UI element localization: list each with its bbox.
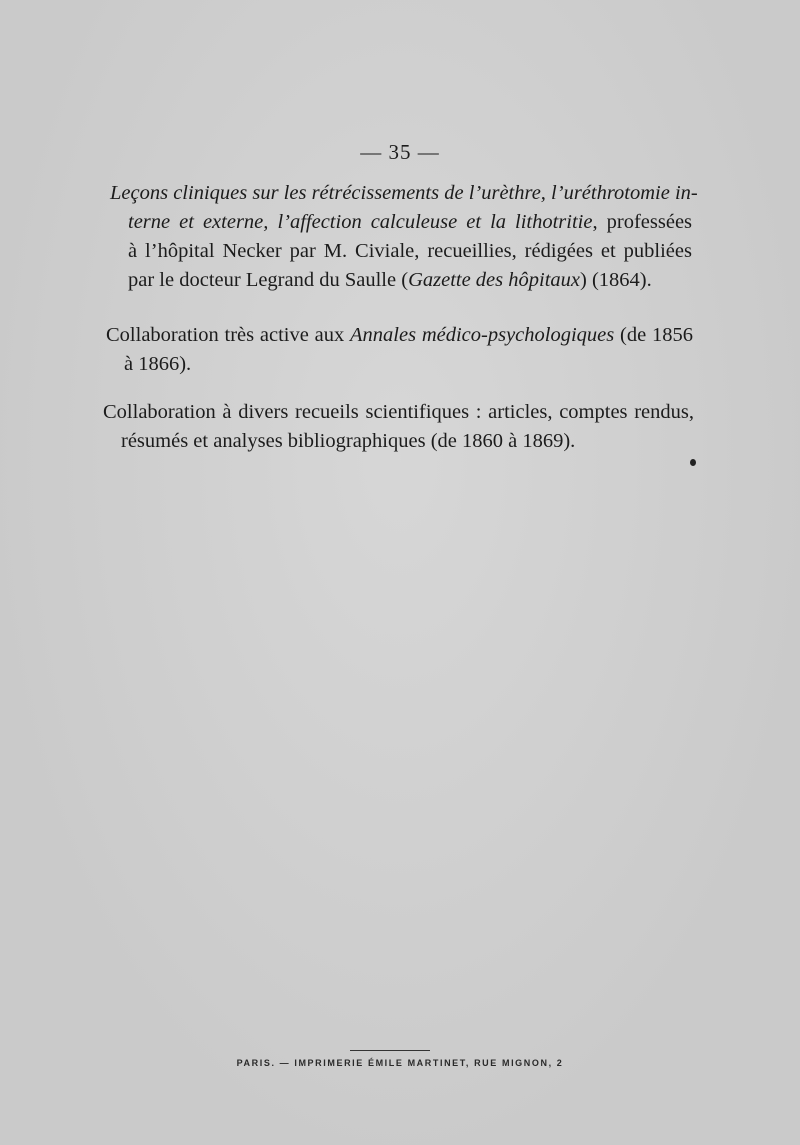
entry-title-italic: l’affection calculeuse et la lithotritie xyxy=(277,211,593,233)
entry-text: Collaboration très active aux xyxy=(106,324,350,346)
entry-line xyxy=(110,266,692,295)
bibliography-entry-annales xyxy=(106,321,693,379)
journal-title-italic: Annales médico-psychologiques xyxy=(350,324,615,346)
entry-line xyxy=(106,321,693,350)
bibliography-entry-recueils xyxy=(103,398,694,456)
entry-text: par le docteur Legrand du Saulle ( xyxy=(128,269,409,291)
entry-line xyxy=(110,179,698,208)
journal-title-italic: Gazette des hôpitaux xyxy=(408,269,581,291)
entry-line xyxy=(110,208,692,237)
entry-line: résumés et analyses bibliographiques (de 1860 à 1869). xyxy=(121,430,576,452)
entry-title-italic: Leçons cliniques sur les rétrécissements de l’urèthre, l’uréthrotomie in- xyxy=(110,182,698,204)
entry-text: , professées xyxy=(592,211,693,233)
entry-line: à l’hôpital Necker par M. Civiale, recueillies, rédigées et publiées xyxy=(128,240,692,262)
bibliography-entry-lecons-cliniques xyxy=(110,179,698,295)
entry-title-italic: terne et externe, xyxy=(128,211,278,233)
entry-text: ) (1864). xyxy=(580,269,652,291)
imprint-divider xyxy=(350,1050,430,1051)
page-number: — 35 — xyxy=(360,140,440,164)
entry-text: (de 1856 xyxy=(614,324,693,346)
entry-line: à 1866). xyxy=(124,353,192,375)
ink-speck xyxy=(690,459,696,466)
printer-imprint: PARIS. — IMPRIMERIE ÉMILE MARTINET, RUE MIGNON, 2 xyxy=(236,1058,564,1068)
entry-line: Collaboration à divers recueils scientifiques : articles, comptes rendus, xyxy=(103,401,694,423)
